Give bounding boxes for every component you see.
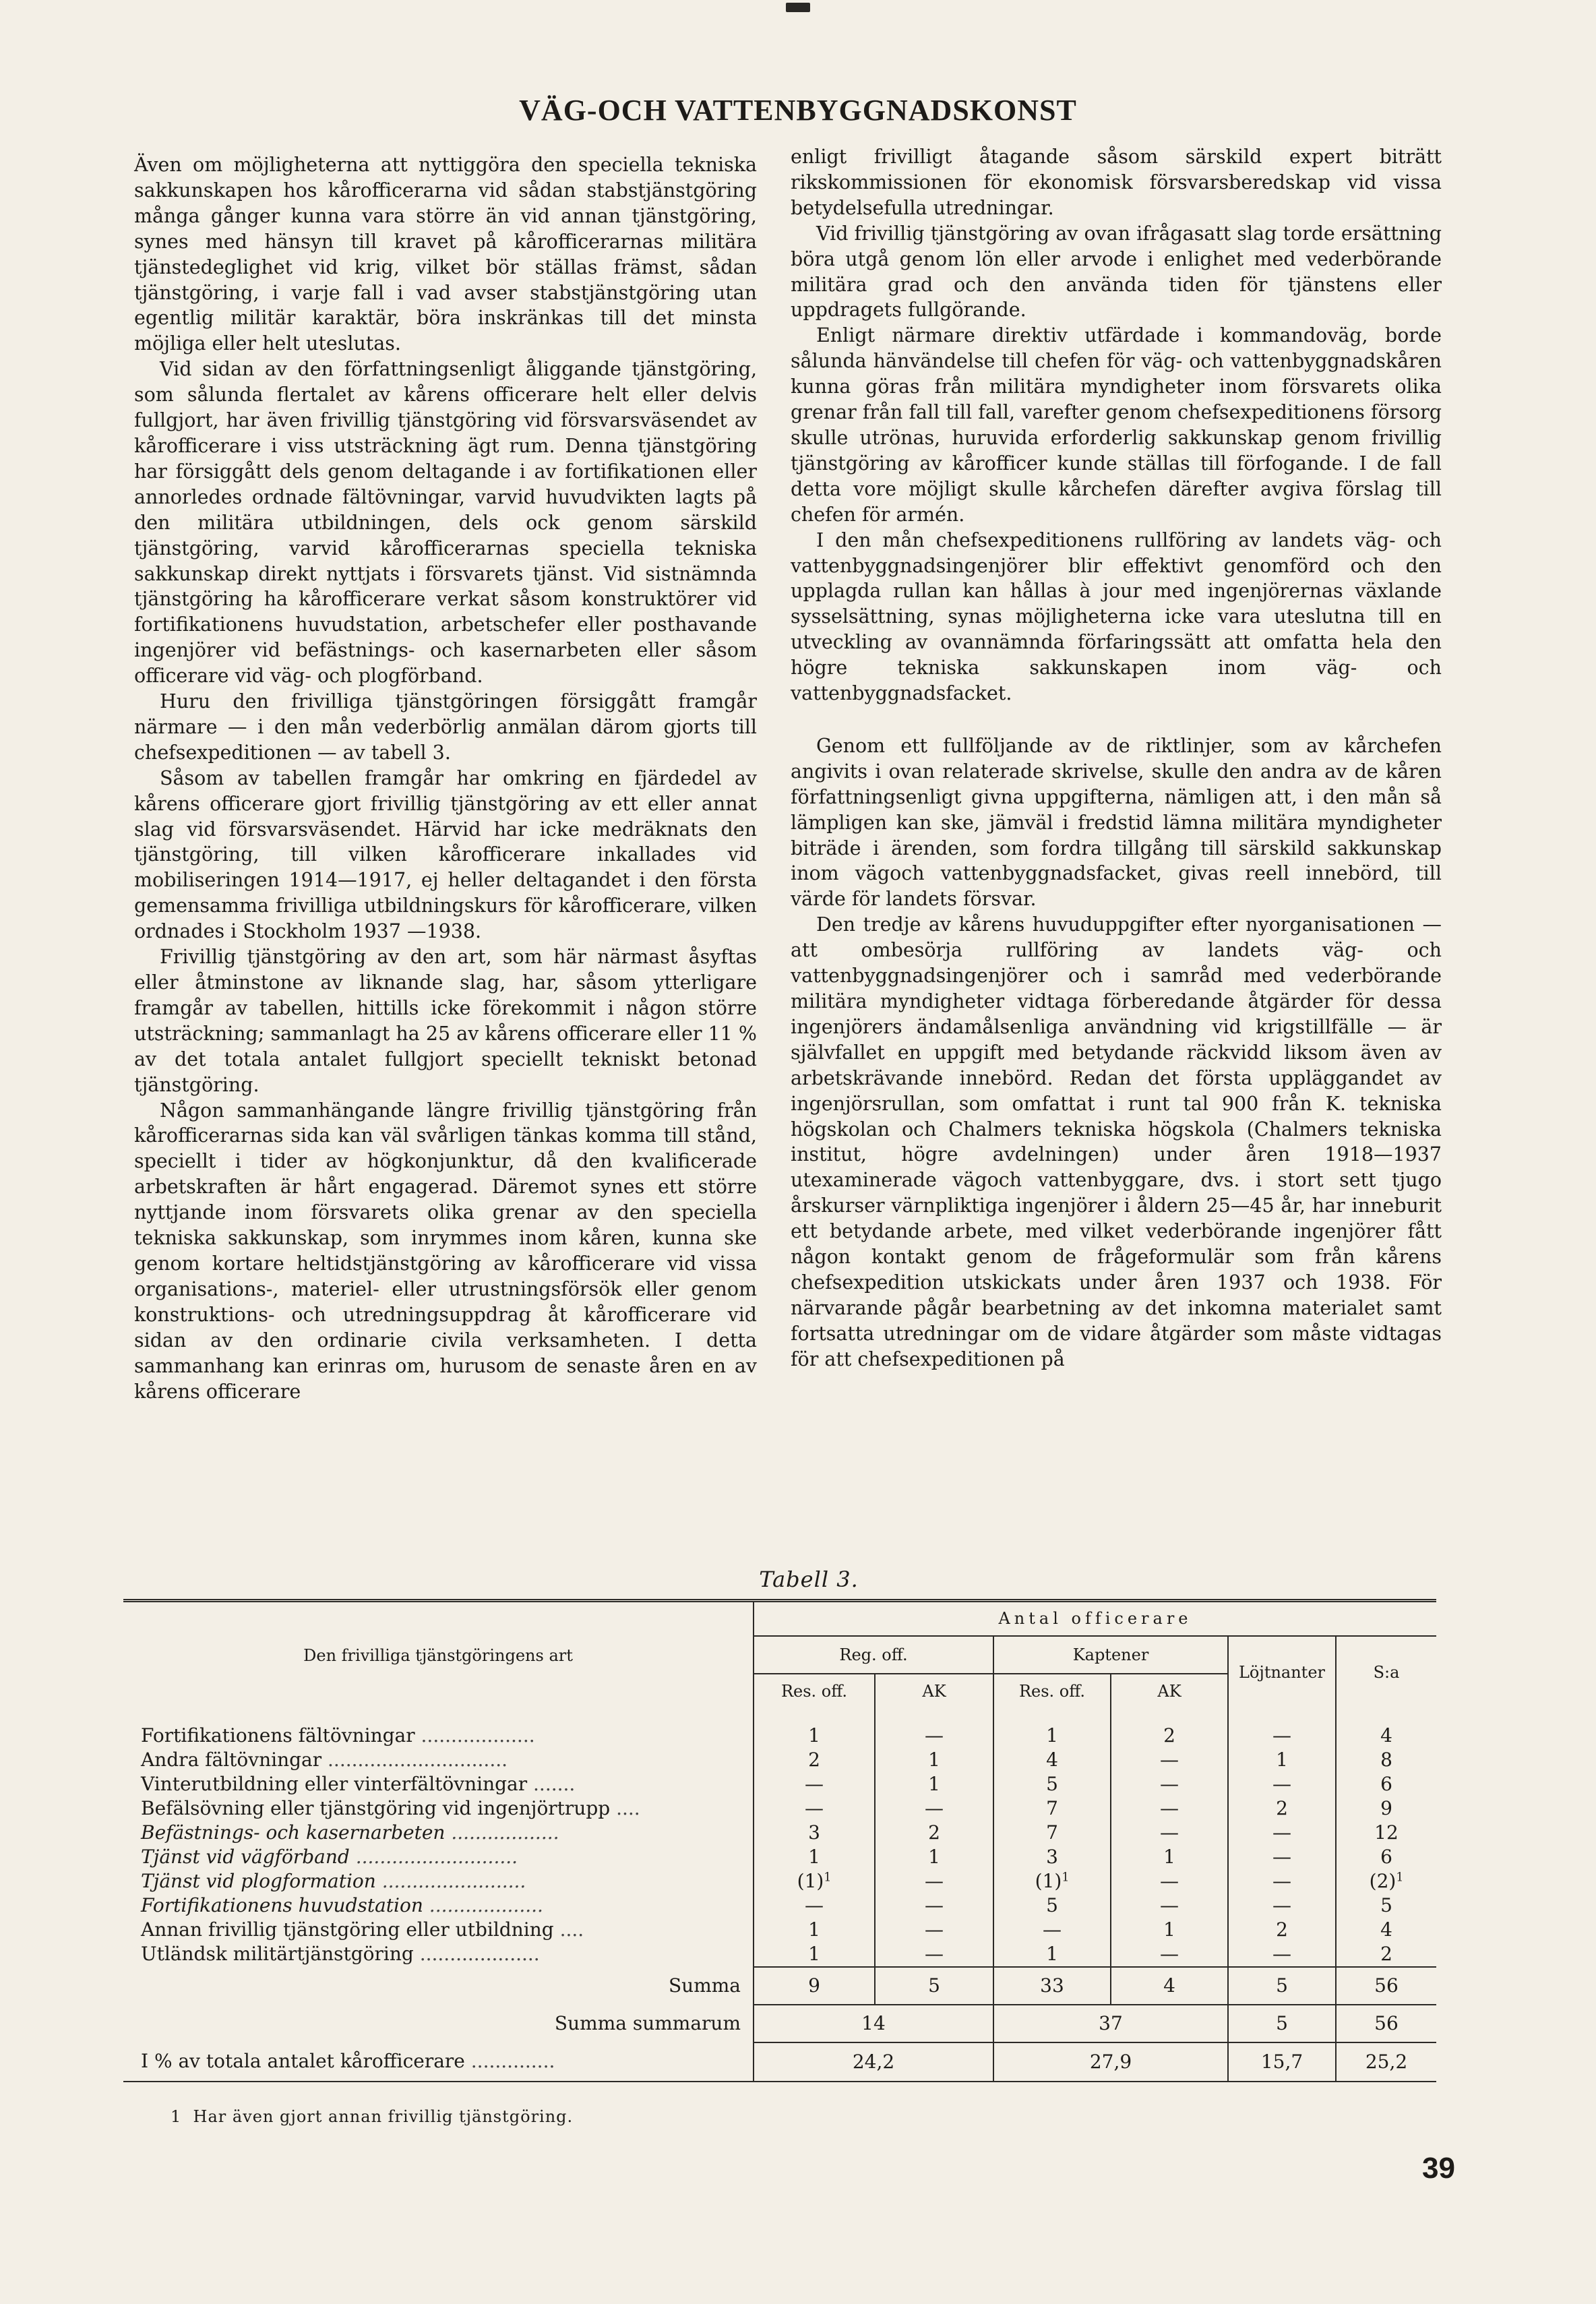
cell-value: —	[805, 1772, 824, 1795]
cell-sa	[1336, 1796, 1436, 1821]
cell-value: —	[1160, 1748, 1179, 1771]
percent-label: I % av totala antalet kårofficerare	[141, 2050, 465, 2072]
cell-reg-res	[754, 1918, 875, 1942]
page-number: 39	[1422, 2152, 1455, 2185]
leader-dots: ...........................	[349, 1845, 518, 1868]
leader-dots: ....................	[413, 1943, 540, 1965]
cell-reg-res	[754, 1821, 875, 1845]
cell-sa	[1336, 1942, 1436, 1967]
cell-value: 1	[808, 1845, 820, 1868]
summarum-reg: 14	[754, 2005, 993, 2042]
row-label: Vinterutbildning eller vinterfältövningar	[141, 1772, 528, 1795]
leader-dots: .......	[527, 1772, 576, 1795]
summa-kap-ak: 4	[1111, 1967, 1228, 2005]
row-label-cell	[123, 1942, 754, 1967]
cell-reg-res	[754, 1942, 875, 1967]
leader-dots: ..............	[464, 2050, 555, 2072]
cell-reg-ak	[875, 1918, 993, 1942]
row-label: Utländsk militärtjänstgöring	[141, 1943, 414, 1965]
cell-lojt	[1228, 1772, 1336, 1796]
cell-kap-res	[993, 1709, 1111, 1748]
row-label-cell	[123, 1918, 754, 1942]
cell-value: —	[1272, 1893, 1291, 1916]
cell-value: —	[1272, 1942, 1291, 1965]
cell-reg-ak	[875, 1942, 993, 1967]
cell-reg-res	[754, 1869, 875, 1893]
cell-value: —	[925, 1918, 944, 1941]
cell-sa	[1336, 1893, 1436, 1918]
header-lojtnanter: Löjtnanter	[1228, 1636, 1336, 1709]
cell-value: 1	[1046, 1942, 1058, 1965]
cell-value: —	[805, 1893, 824, 1916]
cell-value: 1	[928, 1748, 940, 1771]
header-kap-res-off: Res. off.	[993, 1674, 1111, 1709]
table-row	[123, 1821, 1436, 1845]
cell-value: 5	[1046, 1772, 1058, 1795]
cell-kap-res	[993, 1942, 1111, 1967]
cell-value: 3	[1046, 1845, 1058, 1868]
cell-sa	[1336, 1918, 1436, 1942]
row-label-cell	[123, 1821, 754, 1845]
cell-sa	[1336, 1845, 1436, 1869]
percent-kap: 27,9	[993, 2042, 1228, 2082]
summarum-kap: 37	[993, 2005, 1228, 2042]
paragraph: Enligt närmare direktiv utfärdade i kommandoväg, borde sålunda hänvändelse till chefen för väg- och vattenbyggnadskåren kunna göras från militära myndigheter inom försvarets olika grenar från fall till fall, varefter genom chefsexpeditionens försorg skulle utrönas, huruvida erforderlig sakkunskap genom frivillig tjänstgöring av kårofficer kunde ställas till förfogande. I de fall detta vore möjligt skulle kårchefen därefter avgiva förslag till chefen för armén.	[791, 324, 1442, 526]
header-reg-off: Reg. off.	[754, 1636, 993, 1674]
summarum-sa: 56	[1336, 2005, 1436, 2042]
table-row	[123, 1845, 1436, 1869]
cell-sa	[1336, 1869, 1436, 1893]
cell-value: 2	[1380, 1942, 1392, 1965]
row-label-cell	[123, 1893, 754, 1918]
header-number-of-officers: Antal officerare	[754, 1601, 1436, 1636]
percent-lojt: 15,7	[1228, 2042, 1336, 2082]
cell-kap-res	[993, 1845, 1111, 1869]
cell-value: —	[1160, 1772, 1179, 1795]
footnote-mark: 1	[171, 2107, 182, 2126]
cell-lojt	[1228, 1918, 1336, 1942]
header-type-of-service: Den frivilliga tjänstgöringens art	[123, 1601, 754, 1709]
row-label-cell	[123, 1748, 754, 1772]
cell-value: —	[1272, 1869, 1291, 1892]
table-row	[123, 1709, 1436, 1748]
summa-summarum-label: Summa summarum	[554, 2011, 741, 2034]
footnote-ref: 1	[824, 1870, 832, 1884]
cell-kap-res	[993, 1796, 1111, 1821]
leader-dots: ....	[553, 1918, 584, 1941]
cell-value: —	[1160, 1942, 1179, 1965]
cell-value: 7	[1046, 1821, 1058, 1844]
table-3	[123, 1599, 1436, 2082]
row-label-cell	[123, 1772, 754, 1796]
row-label-cell	[123, 1709, 754, 1748]
cell-value: 2	[1163, 1724, 1175, 1747]
cell-value: —	[1272, 1772, 1291, 1795]
cell-kap-ak	[1111, 1821, 1228, 1845]
percent-sa: 25,2	[1336, 2042, 1436, 2082]
cell-value: —	[1160, 1869, 1179, 1892]
cell-kap-ak	[1111, 1772, 1228, 1796]
officer-service-table	[123, 1599, 1436, 2082]
header-sa: S:a	[1336, 1636, 1436, 1709]
cell-value: —	[1160, 1893, 1179, 1916]
summa-sa: 56	[1336, 1967, 1436, 2005]
page-title: VÄG-OCH VATTENBYGGNADSKONST	[519, 94, 1077, 127]
cell-kap-ak	[1111, 1869, 1228, 1893]
cell-reg-ak	[875, 1893, 993, 1918]
table-row	[123, 1918, 1436, 1942]
cell-value: 1	[1163, 1918, 1175, 1941]
cell-reg-ak	[875, 1869, 993, 1893]
row-label: Befästnings- och kasernarbeten	[141, 1821, 446, 1844]
cell-value: 3	[808, 1821, 820, 1844]
cell-lojt	[1228, 1845, 1336, 1869]
table-body	[123, 1709, 1436, 1967]
cell-sa	[1336, 1709, 1436, 1748]
cell-value: 4	[1380, 1918, 1392, 1941]
cell-kap-ak	[1111, 1796, 1228, 1821]
row-label: Annan frivillig tjänstgöring eller utbildning	[141, 1918, 554, 1941]
cell-value: 1	[928, 1845, 940, 1868]
paragraph: Genom ett fullföljande av de riktlinjer, som av kårchefen angivits i ovan relaterade skrivelse, skulle den andra av de kåren författningsenligt givna uppgifterna, nämligen att, i den mån så lämpligen kan ske, jämväl i fredstid lämna militära myndigheter biträde i ärenden, som fordra tillgång till särskild sakkunskap inom vägoch vattenbyggnadsfacket, givas reell innebörd, till värde för landets försvar.	[791, 734, 1442, 911]
cell-value: —	[925, 1893, 944, 1916]
paragraph: Vid sidan av den författningsenligt åliggande tjänstgöring, som sålunda flertalet av kårens officerare helt eller delvis fullgjort, har även frivillig tjänstgöring vid försvarsväsendet av kårofficerare i viss utsträckning ägt rum. Denna tjänstgöring har försiggått dels genom deltagande i av fortifikationen eller annorledes ordnade fältövningar, varvid huvudvikten lagts på den militära utbildningen, dels ock genom särskild tjänstgöring, varvid kårofficerarnas speciella tekniska sakkunskap direkt nyttjats i försvarets tjänst. Vid sistnämnda tjänstgöring ha kårofficerare verkat såsom konstruktörer vid fortifikationens huvudstation, arbetschefer eller posthavande ingenjörer vid befästnings- och kasernarbeten eller såsom officerare vid väg- och plogförband.	[134, 358, 757, 688]
paragraph: Även om möjligheterna att nyttiggöra den speciella tekniska sakkunskapen hos kårofficerarna vid sådan stabstjänstgöring många gånger kunna vara större än vid annan tjänstgöring, synes med hänsyn till kravet på kårofficerarnas militära tjänstedeglighet vid krig, vilket bör ställas främst, sådan tjänstgöring, i varje fall i vad avser stabstjänstgöring utan egentlig militär karaktär, böra inskränkas till det minsta möjliga eller helt uteslutas.	[134, 154, 757, 355]
cell-reg-ak	[875, 1772, 993, 1796]
cell-reg-ak	[875, 1821, 993, 1845]
cell-value: 4	[1380, 1724, 1392, 1747]
row-label: Befälsövning eller tjänstgöring vid ingenjörtrupp	[141, 1796, 611, 1819]
cell-value: 1	[1163, 1845, 1175, 1868]
row-label: Fortifikationens fältövningar	[141, 1724, 415, 1747]
cell-value: —	[1160, 1821, 1179, 1844]
cell-lojt	[1228, 1748, 1336, 1772]
cell-kap-res	[993, 1869, 1111, 1893]
cell-value: 2	[1276, 1918, 1288, 1941]
cell-value: —	[1043, 1918, 1062, 1941]
cell-value: 1	[808, 1942, 820, 1965]
paragraph: I den mån chefsexpeditionens rullföring av landets väg- och vattenbyggnadsingenjörer blir effektivt genomförd och den upplagda rullan kan hållas à jour med ingenjörernas växlande sysselsättning, synas möjligheterna icke vara uteslutna till en utveckling av ovannämnda förfaringssätt att omfatta hela den högre tekniska sakkunskapen inom väg- och vattenbyggnadsfacket.	[791, 528, 1442, 705]
cell-kap-ak	[1111, 1918, 1228, 1942]
leader-dots: ..................	[445, 1821, 559, 1844]
paragraph: Huru den frivilliga tjänstgöringen försiggått framgår närmare — i den mån vederbörlig anmälan därom gjorts till chefsexpeditionen — av tabell 3.	[134, 690, 757, 764]
cell-value: 1	[808, 1724, 820, 1747]
cell-kap-res	[993, 1748, 1111, 1772]
row-label: Andra fältövningar	[141, 1748, 322, 1771]
row-label-cell	[123, 1845, 754, 1869]
cell-value: —	[1272, 1845, 1291, 1868]
summa-lojt: 5	[1228, 1967, 1336, 2005]
cell-value: 6	[1380, 1772, 1392, 1795]
cell-reg-ak	[875, 1796, 993, 1821]
cell-value: 1	[1046, 1724, 1058, 1747]
cell-reg-res	[754, 1772, 875, 1796]
cell-kap-ak	[1111, 1748, 1228, 1772]
leader-dots: ..............................	[321, 1748, 508, 1771]
print-mark	[786, 3, 810, 12]
leader-dots: ...................	[423, 1893, 543, 1916]
header-reg-res-off: Res. off.	[754, 1674, 875, 1709]
header-kap-ak: AK	[1111, 1674, 1228, 1709]
percent-reg: 24,2	[754, 2042, 993, 2082]
footnote	[171, 2107, 573, 2126]
row-label: Tjänst vid plogformation	[141, 1869, 376, 1892]
right-text-column	[791, 144, 1442, 1372]
cell-kap-res	[993, 1772, 1111, 1796]
cell-lojt	[1228, 1942, 1336, 1967]
row-label-cell	[123, 1869, 754, 1893]
cell-value: 5	[1046, 1893, 1058, 1916]
cell-value: 2	[808, 1748, 820, 1771]
footnote-ref: 1	[1396, 1870, 1404, 1884]
cell-value: 4	[1046, 1748, 1058, 1771]
paragraph: Vid frivillig tjänstgöring av ovan ifrågasatt slag torde ersättning böra utgå genom lön eller arvode i enlighet med vederbörande militära grad och den använda tiden för tjänstens eller uppdragets fullgörande.	[791, 222, 1442, 322]
row-label: Fortifikationens huvudstation	[141, 1893, 423, 1916]
cell-value: —	[1272, 1821, 1291, 1844]
summa-label: Summa	[668, 1974, 741, 1997]
cell-lojt	[1228, 1821, 1336, 1845]
cell-kap-res	[993, 1918, 1111, 1942]
table-row	[123, 1748, 1436, 1772]
cell-reg-res	[754, 1845, 875, 1869]
left-text-column	[134, 152, 757, 1404]
cell-value: (1)	[1035, 1869, 1062, 1892]
paragraph: Den tredje av kårens huvuduppgifter efter nyorganisationen — att ombesörja rullföring av landets väg- och vattenbyggnadsingenjörer och i samråd med vederbörande militära myndigheter vidtaga förberedande åtgärder för dessa ingenjörers ändamålsenliga användning vid krigstillfälle — är självfallet en uppgift med betydande räckvidd liksom även av arbetskrävande innebörd. Redan det första uppläggandet av ingenjörsrullan, som omfattat i runt tal 900 från K. tekniska högskolan och Chalmers tekniska högskola (Chalmers tekniska institut, högre avdelningen) under åren 1918—1937 utexaminerade vägoch vattenbyggare, dvs. i stort sett tjugo årskurser värnpliktiga ingenjörer i åldern 25—45 år, har inneburit ett betydande arbete, med vilket vederbörande ingenjörer fått någon kontakt genom de frågeformulär som från kårens chefsexpedition utskickats under åren 1937 och 1938. För närvarande pågår bearbetning av det inkomna materialet samt fortsatta utredningar om de vidare åtgärder som måste vidtagas för att chefsexpeditionen på	[791, 913, 1442, 1370]
cell-sa	[1336, 1772, 1436, 1796]
cell-lojt	[1228, 1709, 1336, 1748]
cell-value: 2	[928, 1821, 940, 1844]
cell-kap-ak	[1111, 1893, 1228, 1918]
cell-reg-ak	[875, 1845, 993, 1869]
cell-value: 5	[1380, 1893, 1392, 1916]
summa-reg-res: 9	[754, 1967, 875, 2005]
row-label: Tjänst vid vägförband	[141, 1845, 350, 1868]
summarum-lojt: 5	[1228, 2005, 1336, 2042]
table-row	[123, 1796, 1436, 1821]
leader-dots: ...................	[415, 1724, 535, 1747]
cell-kap-res	[993, 1821, 1111, 1845]
row-label-cell	[123, 1796, 754, 1821]
cell-value: 9	[1380, 1796, 1392, 1819]
cell-value: 7	[1046, 1796, 1058, 1819]
footnote-text: Har även gjort annan frivillig tjänstgöring.	[193, 2107, 574, 2126]
cell-reg-ak	[875, 1748, 993, 1772]
table-row	[123, 1869, 1436, 1893]
paragraph: enligt frivilligt åtagande såsom särskild expert biträtt rikskommissionen för ekonomisk försvarsberedskap vid vissa betydelsefulla utredningar.	[791, 146, 1442, 219]
summa-reg-ak: 5	[875, 1967, 993, 2005]
cell-reg-res	[754, 1748, 875, 1772]
cell-value: —	[805, 1796, 824, 1819]
cell-lojt	[1228, 1893, 1336, 1918]
cell-kap-ak	[1111, 1709, 1228, 1748]
table-row	[123, 1893, 1436, 1918]
cell-value: —	[925, 1724, 944, 1747]
summa-kap-res: 33	[993, 1967, 1111, 2005]
percent-label-cell	[123, 2042, 754, 2082]
cell-value: —	[1160, 1796, 1179, 1819]
paragraph: Frivillig tjänstgöring av den art, som här närmast åsyftas eller åtminstone av liknande slag, har, såsom ytterligare framgår av tabellen, hittills icke förekommit i någon större utsträckning; sammanlagt ha 25 av kårens officerare eller 11 % av det totala antalet fullgjort speciellt tekniskt betonad tjänstgöring.	[134, 946, 757, 1096]
cell-value: —	[1272, 1724, 1291, 1747]
cell-sa	[1336, 1821, 1436, 1845]
table-caption: Tabell 3.	[759, 1567, 859, 1592]
cell-value: (2)	[1369, 1869, 1396, 1892]
cell-sa	[1336, 1748, 1436, 1772]
cell-value: 6	[1380, 1845, 1392, 1868]
header-reg-ak: AK	[875, 1674, 993, 1709]
cell-reg-res	[754, 1893, 875, 1918]
cell-value: 1	[928, 1772, 940, 1795]
leader-dots: ....	[610, 1796, 640, 1819]
cell-reg-ak	[875, 1709, 993, 1748]
cell-value: 8	[1380, 1748, 1392, 1771]
table-row	[123, 1942, 1436, 1967]
cell-value: —	[925, 1796, 944, 1819]
cell-kap-ak	[1111, 1942, 1228, 1967]
cell-value: 1	[1276, 1748, 1288, 1771]
footnote-ref: 1	[1062, 1870, 1070, 1884]
cell-reg-res	[754, 1709, 875, 1748]
paragraph: Någon sammanhängande längre frivillig tjänstgöring från kårofficerarnas sida kan väl svårligen tänkas komma till stånd, speciellt i tider av högkonjunktur, då den kvalificerade arbetskraften är hårt engagerad. Däremot synes ett större nyttjande inom försvarets olika grenar av den speciella tekniska sakkunskap, som inrymmes inom kåren, kunna ske genom kortare heltidstjänstgöring av kårofficerare vid vissa organisations-, materiel- eller utrustningsförsök eller genom konstruktions- och utredningsuppdrag åt kårofficerare vid sidan av den ordinarie civila verksamheten. I detta sammanhang kan erinras om, hurusom de senaste åren en av kårens officerare	[134, 1099, 757, 1403]
cell-kap-ak	[1111, 1845, 1228, 1869]
cell-value: 2	[1276, 1796, 1288, 1819]
cell-value: 1	[808, 1918, 820, 1941]
cell-value: (1)	[797, 1869, 824, 1892]
header-kaptener: Kaptener	[993, 1636, 1228, 1674]
cell-value: —	[925, 1942, 944, 1965]
cell-value: —	[925, 1869, 944, 1892]
cell-kap-res	[993, 1893, 1111, 1918]
leader-dots: ........................	[375, 1869, 526, 1892]
paragraph: Såsom av tabellen framgår har omkring en fjärdedel av kårens officerare gjort frivillig tjänstgöring av ett eller annat slag vid försvarsväsendet. Härvid har icke medräknats den tjänstgöring, till vilken kårofficerare inkallades vid mobiliseringen 1914—1917, ej heller deltagandet i den första gemensamma frivilliga utbildningskurs för kårofficerare, vilken ordnades i Stockholm 1937 —1938.	[134, 766, 757, 943]
cell-value: 12	[1374, 1821, 1399, 1844]
cell-lojt	[1228, 1869, 1336, 1893]
table-row	[123, 1772, 1436, 1796]
cell-reg-res	[754, 1796, 875, 1821]
cell-lojt	[1228, 1796, 1336, 1821]
